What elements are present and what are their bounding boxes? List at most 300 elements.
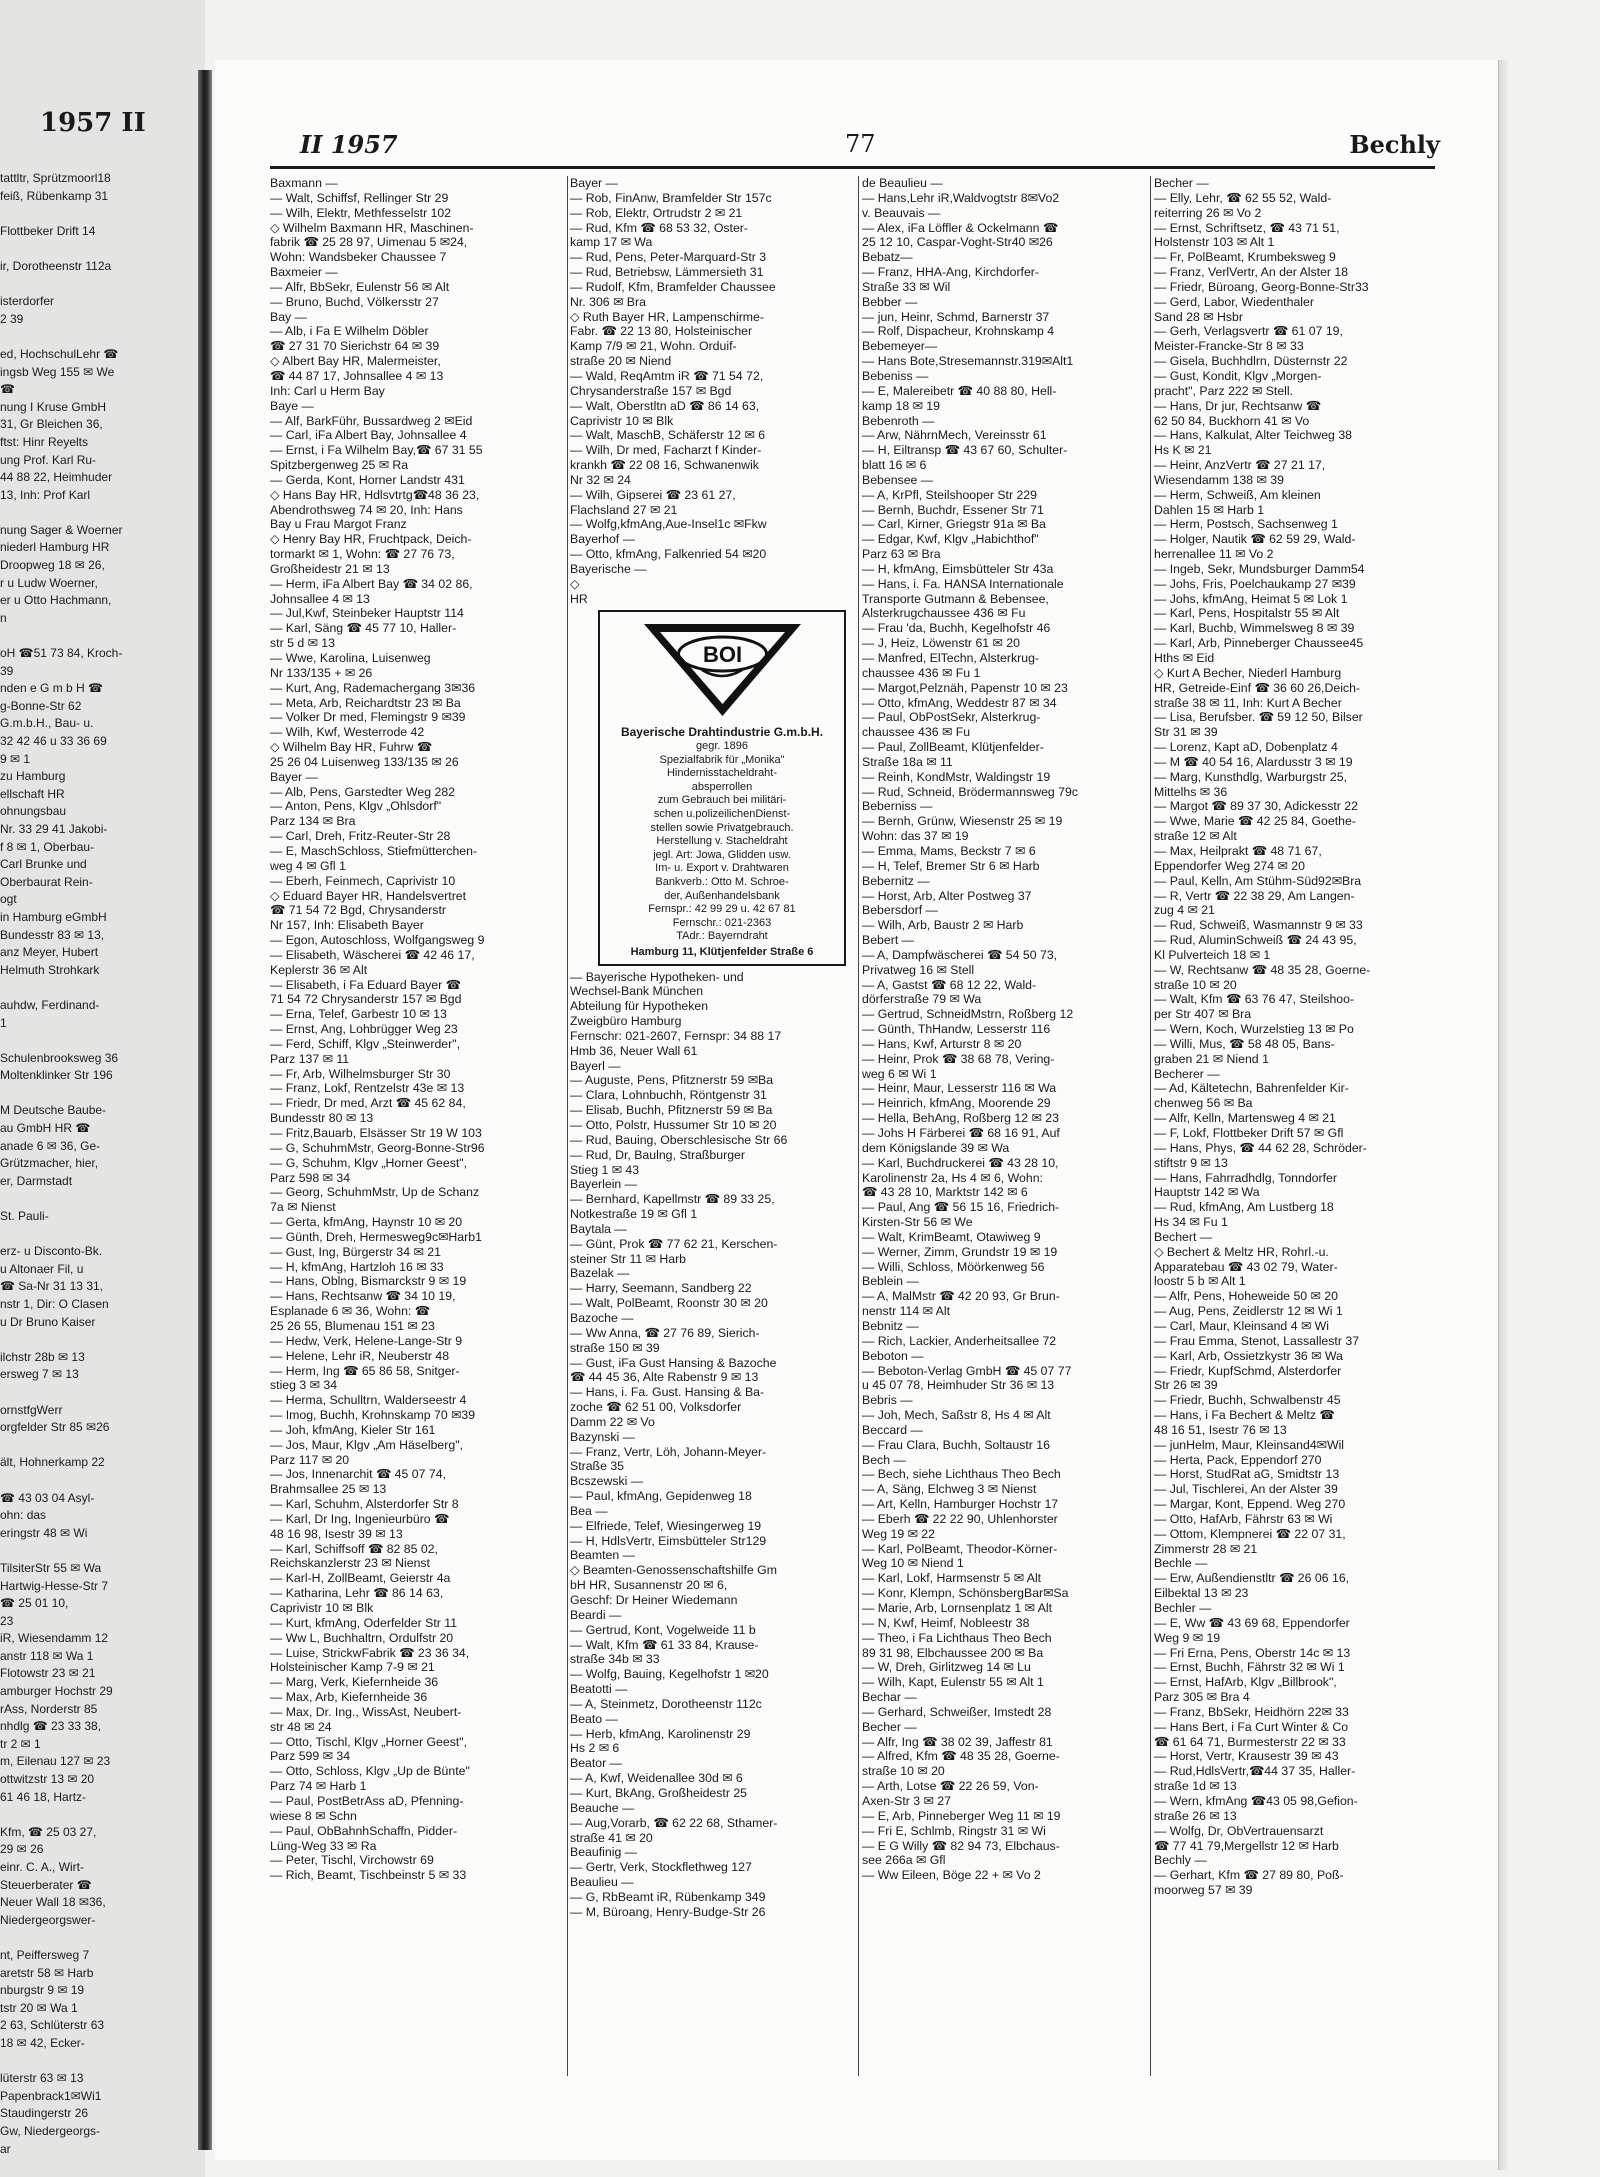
left-page-line: ☎ Sa-Nr 31 13 31, <box>0 1279 103 1294</box>
directory-entry-line: — Kurt, BkAng, Großheidestr 25 <box>570 1785 748 1800</box>
directory-entry-line: Nr 133/135 + ✉ 26 <box>270 665 373 680</box>
directory-entry-line: — Franz, Vertr, Löh, Johann-Meyer- <box>570 1444 767 1459</box>
directory-entry-line: — Bruno, Buchd, Völkersstr 27 <box>270 294 439 309</box>
directory-entry-line: — A, KrPfl, Steilshooper Str 229 <box>862 487 1037 502</box>
directory-entry-line: Bebber — <box>862 294 918 309</box>
directory-entry-line: — Alf, BarkFühr, Bussardweg 2 ✉Eid <box>270 413 473 428</box>
left-page-line: 18 ✉ 42, Ecker- <box>0 2035 85 2050</box>
left-page-line: nden e G m b H ☎ <box>0 681 103 696</box>
directory-entry-line: Str 26 ✉ 39 <box>1154 1378 1218 1393</box>
directory-entry-line: Alsterkrugchaussee 436 ✉ Fu <box>862 606 1026 621</box>
left-page-line: niederl Hamburg HR <box>0 540 110 555</box>
directory-entry-line: Bechar — <box>862 1690 917 1705</box>
directory-entry-line: Bebernitz — <box>862 873 930 888</box>
left-page-line <box>0 1190 200 1208</box>
directory-entry-line: — Otto, kfmAng, Falkenried 54 ✉20 <box>570 547 767 562</box>
left-page-line: 39 <box>0 663 14 678</box>
left-page-line: Grützmacher, hier, <box>0 1156 99 1171</box>
directory-entry-line: — Walt, PolBeamt, Roonstr 30 ✉ 20 <box>570 1296 768 1311</box>
directory-entry-line: — Wern, Koch, Wurzelstieg 13 ✉ Po <box>1154 1022 1354 1037</box>
left-page-line: 2 39 <box>0 311 24 326</box>
directory-entry-line: Beator — <box>570 1756 622 1771</box>
directory-entry-line: — Fri Erna, Pens, Oberstr 14c ✉ 13 <box>1154 1645 1351 1660</box>
directory-entry-line: — Wilh, Kwf, Westerrode 42 <box>270 725 425 740</box>
left-page-line: ornstfgWerr <box>0 1402 63 1417</box>
directory-entry-line: — Herma, Schulltrn, Walderseestr 4 <box>270 1393 467 1408</box>
left-page-line <box>0 1472 200 1490</box>
left-page-line: ☎ <box>0 382 15 397</box>
directory-entry-line: — E, Ww ☎ 43 69 68, Eppendorfer <box>1154 1615 1350 1630</box>
directory-entry-line: Wohn: Wandsbeker Chaussee 7 <box>270 250 447 265</box>
directory-entry-line: Reichskanzlerstr 23 ✉ Nienst <box>270 1556 430 1571</box>
directory-entry-line: Weg 19 ✉ 22 <box>862 1526 935 1541</box>
directory-entry-line: — Walt, KrimBeamt, Otawiweg 9 <box>862 1229 1041 1244</box>
directory-entry-line: — Heinrich, kfmAng, Moorende 29 <box>862 1096 1051 1111</box>
directory-entry-line: — Werner, Zimm, Grundstr 19 ✉ 19 <box>862 1244 1058 1259</box>
directory-entry-line: straße 20 ✉ Niend <box>570 354 672 369</box>
directory-entry-line: Bebert — <box>862 933 914 948</box>
left-page-line: nburgstr 9 ✉ 19 <box>0 1983 85 1998</box>
directory-entry-line: Baxmeier — <box>270 265 338 280</box>
directory-entry-line: straße 150 ✉ 39 <box>570 1340 660 1355</box>
left-page-line: nung Sager & Woerner <box>0 522 123 537</box>
directory-entry-line: — Wolfg, Dr, ObVertrauensarzt <box>1154 1823 1324 1838</box>
directory-entry-line: dörferstraße 79 ✉ Wa <box>862 992 982 1007</box>
advertisement-line: stellen sowie Privatgebrauch. <box>650 821 794 834</box>
directory-entry-line: — Eberh ☎ 22 22 90, Uhlenhorster <box>862 1511 1058 1526</box>
directory-entry-line: — Hedw, Verk, Helene-Lange-Str 9 <box>270 1333 463 1348</box>
left-page-line: 61 46 18, Hartz- <box>0 1789 87 1804</box>
directory-entry-line: — Hans Bote,Stresemannstr.319✉Alt1 <box>862 354 1074 369</box>
directory-entry-line: — Max, Heilprakt ☎ 48 71 67, <box>1154 843 1322 858</box>
directory-entry-line: — Ww L, Buchhaltrn, Ordulfstr 20 <box>270 1630 454 1645</box>
directory-entry-line: Flachsland 27 ✉ 21 <box>570 502 678 517</box>
directory-entry-line: — Karl, Dr Ing, Ingenieurbüro ☎ <box>270 1511 450 1526</box>
directory-entry-line: ◇ Albert Bay HR, Malermeister, <box>270 354 441 369</box>
left-page-line: 31, Gr Bleichen 36, <box>0 417 103 432</box>
directory-entry-line: — Ad, Kältetechn, Bahrenfelder Kir- <box>1154 1081 1349 1096</box>
left-page-line: aretstr 58 ✉ Harb <box>0 1965 94 1980</box>
directory-entry-line: weg 4 ✉ Gfl 1 <box>270 858 346 873</box>
directory-entry-line: — Holger, Nautik ☎ 62 59 29, Wald- <box>1154 532 1356 547</box>
left-page-line: ilchstr 28b ✉ 13 <box>0 1349 85 1364</box>
directory-entry-line: — Manfred, ElTechn, Alsterkrug- <box>862 651 1040 665</box>
directory-entry-line: Becher — <box>1154 176 1209 190</box>
directory-entry-line: — Clara, Lohnbuchh, Röntgenstr 31 <box>570 1088 767 1103</box>
directory-entry-line: Beatotti — <box>570 1682 628 1697</box>
directory-entry-line: graben 21 ✉ Niend 1 <box>1154 1051 1269 1066</box>
directory-entry-line: stiftstr 9 ✉ 13 <box>1154 1155 1228 1170</box>
directory-entry-line: — Heinr, Maur, Lesserstr 116 ✉ Wa <box>862 1081 1057 1096</box>
directory-entry-line: — Karl, Buchdruckerei ☎ 43 28 10, <box>862 1155 1059 1170</box>
left-page-line: St. Pauli- <box>0 1209 49 1224</box>
directory-entry-line: — E, Malereibetr ☎ 40 88 80, Hell- <box>862 383 1057 398</box>
directory-entry-line: ☎ 61 64 71, Burmesterstr 22 ✉ 33 <box>1154 1734 1346 1749</box>
left-page-line: anade 6 ✉ 36, Ge- <box>0 1138 101 1153</box>
advertisement-line: jegl. Art: Jowa, Glidden usw. <box>653 848 791 861</box>
directory-entry-line: kamp 18 ✉ 19 <box>862 398 940 413</box>
directory-entry-line: — N, Kwf, Heimf, Nobleestr 38 <box>862 1615 1030 1630</box>
directory-entry-line: Bayerische — <box>570 561 647 576</box>
directory-entry-line: — Meta, Arb, Reichardtstr 23 ✉ Ba <box>270 695 461 710</box>
directory-entry-line: krankh ☎ 22 08 16, Schwanenwik <box>570 458 759 473</box>
directory-entry-line: Transporte Gutmann & Bebensee, <box>862 591 1049 606</box>
advertisement-line: Fernschr.: 021-2363 <box>672 916 772 929</box>
left-page-line <box>0 1226 200 1244</box>
left-page-line: ed, HochschulLehr ☎ <box>0 346 119 361</box>
directory-entry-line: — Herta, Pack, Eppendorf 270 <box>1154 1452 1322 1467</box>
directory-entry-line: Straße 33 ✉ Wil <box>862 279 951 294</box>
column-divider <box>1150 176 1151 2076</box>
directory-entry-line: Lüng-Weg 33 ✉ Ra <box>270 1838 377 1853</box>
left-page-line <box>0 1929 200 1947</box>
directory-entry-line: Str 31 ✉ 39 <box>1154 725 1218 740</box>
directory-entry-line: — A, Dampfwäscherei ☎ 54 50 73, <box>862 947 1058 962</box>
directory-entry-line: — Elisabeth, Wäscherei ☎ 42 46 17, <box>270 947 475 962</box>
directory-entry-line: — Wilh, Gipserei ☎ 23 61 27, <box>570 487 736 502</box>
left-page-line: Carl Brunke und <box>0 857 87 872</box>
left-page-line: Kfm, ☎ 25 03 27, <box>0 1824 97 1839</box>
directory-entry-line: Fernschr: 021-2607, Fernspr: 34 88 17 <box>570 1028 782 1043</box>
directory-entry-line: — Hella, BehAng, Roßberg 12 ✉ 23 <box>862 1111 1059 1126</box>
directory-entry-line: — Ernst, Buchh, Fährstr 32 ✉ Wi 1 <box>1154 1660 1345 1675</box>
directory-entry-line: — Alfred, Kfm ☎ 48 35 28, Goerne- <box>862 1749 1060 1764</box>
directory-entry-line: blatt 16 ✉ 6 <box>862 458 927 473</box>
directory-entry-line: — Max, Arb, Kiefernheide 36 <box>270 1690 428 1705</box>
left-page-line: nhdlg ☎ 23 33 38, <box>0 1719 102 1734</box>
left-page-line <box>0 1384 200 1402</box>
directory-entry-line: — Franz, Lokf, Rentzelstr 43e ✉ 13 <box>270 1081 465 1096</box>
directory-entry-line: — Rud, AluminSchweiß ☎ 24 43 95, <box>1154 933 1357 948</box>
left-page-line <box>0 205 200 223</box>
directory-entry-line: str 5 d ✉ 13 <box>270 636 335 651</box>
directory-entry-line: Bechle — <box>1154 1556 1208 1571</box>
directory-entry-line: Privatweg 16 ✉ Stell <box>862 962 975 977</box>
directory-entry-line: Beardi — <box>570 1607 622 1622</box>
directory-entry-line: — Walt, MaschB, Schäferstr 12 ✉ 6 <box>570 428 766 443</box>
directory-entry-line: — A, Säng, Elchweg 3 ✉ Nienst <box>862 1482 1037 1497</box>
left-page-line: u Dr Bruno Kaiser <box>0 1314 96 1329</box>
directory-entry-line: Fabr. ☎ 22 13 80, Holsteinischer <box>570 324 753 339</box>
directory-entry-line: Spitzbergenweg 25 ✉ Ra <box>270 458 409 473</box>
directory-entry-line: — Friedr, Büroang, Georg-Bonne-Str33 <box>1154 279 1369 294</box>
advertisement-line: Bankverb.: Otto M. Schroe- <box>655 876 789 888</box>
directory-entry-line: herrenallee 11 ✉ Vo 2 <box>1154 547 1274 562</box>
directory-entry-line: Holstenstr 103 ✉ Alt 1 <box>1154 235 1275 250</box>
advertisement-line: Herstellung v. Stacheldraht <box>656 835 788 848</box>
directory-entry-line: str 48 ✉ 24 <box>270 1719 332 1734</box>
directory-entry-line: Straße 18a ✉ 11 <box>862 754 953 769</box>
directory-entry-line: ◇ Bechert & Meltz HR, Rohrl.-u. <box>1154 1244 1329 1259</box>
directory-entry-line: — Franz, BbSekr, Heidhörn 22✉ 33 <box>1154 1704 1349 1719</box>
left-page-line: f 8 ✉ 1, Oberbau- <box>0 839 95 854</box>
directory-entry-line: — Johs, Fris, Poelchaukamp 27 ✉39 <box>1154 576 1356 591</box>
directory-entry-line: Apparatebau ☎ 43 02 79, Water- <box>1154 1259 1338 1274</box>
logo-text: BOI <box>702 642 742 668</box>
directory-entry-line: Kamp 7/9 ✉ 21, Wohn. Orduif- <box>570 339 737 354</box>
directory-entry-line: straße 26 ✉ 13 <box>1154 1808 1237 1823</box>
left-page-line <box>0 1032 200 1050</box>
directory-entry-line: — Wilh, Elektr, Methfesselstr 102 <box>270 205 452 220</box>
directory-entry-line: — Margot ☎ 89 37 30, Adickesstr 22 <box>1154 799 1358 814</box>
directory-entry-line: Beato — <box>570 1711 618 1726</box>
directory-entry-line: — Luise, StrickwFabrik ☎ 23 36 34, <box>270 1645 470 1660</box>
directory-entry-line: — Fr, Arb, Wilhelmsburger Str 30 <box>270 1066 451 1081</box>
directory-entry-line: — Margot,Pelznäh, Papenstr 10 ✉ 23 <box>862 680 1068 695</box>
directory-entry-line: ◇ Beamten-Genossenschaftshilfe Gm <box>570 1563 777 1578</box>
directory-entry-line: Bebnitz — <box>862 1318 919 1333</box>
advertisement-company: Bayerische Drahtindustrie G.m.b.H. <box>620 725 824 740</box>
page-edge <box>1498 60 1511 2170</box>
directory-entry-line: tormarkt ✉ 1, Wohn: ☎ 27 76 73, <box>270 547 455 562</box>
advertisement-line: Fernspr.: 42 99 29 u. 42 67 81 <box>648 903 796 916</box>
directory-entry-line: — Carl, Dreh, Fritz-Reuter-Str 28 <box>270 829 451 844</box>
directory-entry-line: Hths ✉ Eid <box>1154 651 1215 665</box>
directory-entry-line: — Walt, Schiffsf, Rellinger Str 29 <box>270 190 449 205</box>
directory-entry-line: Axen-Str 3 ✉ 27 <box>862 1793 951 1808</box>
left-page-line: tr 2 ✉ 1 <box>0 1736 41 1751</box>
left-page-line: Flottbeker Drift 14 <box>0 223 96 238</box>
directory-entry-line: Nr 32 ✉ 24 <box>570 472 631 487</box>
left-page-line <box>0 1437 200 1455</box>
directory-entry-line: — Paul, Kelln, Am Stühm-Süd92✉Bra <box>1154 873 1362 888</box>
directory-entry-line: ◇ Kurt A Becher, Niederl Hamburg <box>1154 665 1342 680</box>
directory-entry-line: steiner Str 11 ✉ Harb <box>570 1251 687 1266</box>
directory-entry-line: — Paul, PostBetrAss aD, Pfenning- <box>270 1793 464 1808</box>
directory-entry-line: kamp 17 ✉ Wa <box>570 235 653 250</box>
left-page-line: ält, Hohnerkamp 22 <box>0 1455 105 1470</box>
directory-entry-line: Bebensee — <box>862 472 934 487</box>
directory-entry-line: — Ernst, Ang, Lohbrügger Weg 23 <box>270 1022 458 1037</box>
directory-entry-line: — Jul, Tischlerei, An der Alster 39 <box>1154 1482 1338 1497</box>
directory-entry-line: — Friedr, Dr med, Arzt ☎ 45 62 84, <box>270 1096 466 1111</box>
directory-entry-line: ◇ Wilhelm Baxmann HR, Maschinen- <box>270 220 474 235</box>
directory-entry-line: dem Königslande 39 ✉ Wa <box>862 1140 1010 1155</box>
directory-entry-line: Nr 157, Inh: Elisabeth Bayer <box>270 918 424 933</box>
directory-entry-line: — Frau Clara, Buchh, Soltaustr 16 <box>862 1437 1050 1452</box>
left-page-line: amburger Hochstr 29 <box>0 1684 113 1699</box>
directory-entry-line: — Günth, ThHandw, Lesserstr 116 <box>862 1022 1051 1037</box>
directory-entry-line: — H, kfmAng, Eimsbütteler Str 43a <box>862 561 1054 576</box>
directory-entry-line: zoche ☎ 62 51 00, Volksdorfer <box>570 1400 742 1415</box>
directory-entry-line: Bebris — <box>862 1393 913 1408</box>
directory-entry-line: — Carl, iFa Albert Bay, Johnsallee 4 <box>270 428 467 443</box>
directory-entry-line: — Rud,HdlsVertr,☎44 37 35, Haller- <box>1154 1764 1356 1779</box>
directory-entry-line: Parz 74 ✉ Harb 1 <box>270 1779 367 1794</box>
directory-entry-line: — Wilh, Kapt, Eulenstr 55 ✉ Alt 1 <box>862 1675 1044 1690</box>
directory-entry-line: — Karl, Lokf, Harmsenstr 5 ✉ Alt <box>862 1571 1042 1586</box>
left-page-line: ogt <box>0 892 17 907</box>
directory-entry-line: — Paul, ZollBeamt, Klütjenfelder- <box>862 740 1044 755</box>
directory-entry-line: Beauche — <box>570 1800 635 1815</box>
directory-entry-line: Beberniss — <box>862 799 933 814</box>
directory-entry-line: — Willi, Schloss, Möörkenweg 56 <box>862 1259 1045 1274</box>
directory-entry-line: 71 54 72 Chrysanderstr 157 ✉ Bgd <box>270 992 462 1007</box>
directory-entry-line: — Rudolf, Kfm, Bramfelder Chaussee <box>570 279 776 294</box>
directory-entry-line: — Art, Kelln, Hamburger Hochstr 17 <box>862 1497 1059 1512</box>
directory-entry-line: straße 41 ✉ 20 <box>570 1830 653 1845</box>
left-page-line: 29 ✉ 26 <box>0 1842 44 1857</box>
directory-entry-line: — Fri E, Schlmb, Ringstr 31 ✉ Wi <box>862 1823 1046 1838</box>
directory-entry-line: ☎ 44 45 36, Alte Rabenstr 9 ✉ 13 <box>570 1370 759 1385</box>
column-divider <box>858 176 859 2076</box>
directory-entry-line: ◇ Henry Bay HR, Fruchtpack, Deich- <box>270 532 472 547</box>
directory-entry-line: HR <box>570 591 588 606</box>
directory-column-4 <box>1154 176 1444 1898</box>
directory-entry-line: Parz 598 ✉ 34 <box>270 1170 351 1185</box>
directory-entry-line: — Jos, Innenarchit ☎ 45 07 74, <box>270 1467 446 1482</box>
directory-entry-line: chaussee 436 ✉ Fu 1 <box>862 665 981 680</box>
directory-entry-line: zug 4 ✉ 21 <box>1154 903 1215 918</box>
directory-entry-line: Mittelhs ✉ 36 <box>1154 784 1228 799</box>
directory-entry-line: straße 10 ✉ 20 <box>862 1764 945 1779</box>
left-page-line: M Deutsche Baube- <box>0 1103 107 1118</box>
directory-entry-line: — Otto, Schloss, Klgv „Up de Bünte" <box>270 1764 470 1779</box>
directory-entry-line: — Fr, PolBeamt, Krumbeksweg 9 <box>1154 250 1336 265</box>
directory-entry-line: Johnsallee 4 ✉ 13 <box>270 591 370 606</box>
directory-entry-line: Hs 2 ✉ 6 <box>570 1741 620 1756</box>
left-page-line: m, Eilenau 127 ✉ 23 <box>0 1754 111 1769</box>
directory-entry-line: Zweigbüro Hamburg <box>570 1014 682 1029</box>
directory-entry-line: Bebersdorf — <box>862 903 938 918</box>
directory-entry-line: Meister-Francke-Str 8 ✉ 33 <box>1154 339 1304 354</box>
directory-entry-line: — Alb, Pens, Garstedter Weg 282 <box>270 784 456 799</box>
directory-entry-line: — Friedr, Buchh, Schwalbenstr 45 <box>1154 1393 1341 1408</box>
left-page-line: anstr 118 ✉ Wa 1 <box>0 1648 94 1663</box>
directory-entry-line: ◇ Hans Bay HR, Hdlsvtrtg☎48 36 23, <box>270 487 480 502</box>
directory-entry-line: — Kurt, Ang, Rademachergang 3✉36 <box>270 680 476 695</box>
directory-entry-line: Bazelak — <box>570 1266 630 1281</box>
directory-entry-line: Nr. 306 ✉ Bra <box>570 294 646 309</box>
directory-entry-line: ☎ 44 87 17, Johnsallee 4 ✉ 13 <box>270 368 444 383</box>
directory-entry-line: straße 10 ✉ 20 <box>1154 977 1237 992</box>
directory-entry-line: Beboton — <box>862 1348 924 1363</box>
directory-entry-line: — Joh, Mech, Saßstr 8, Hs 4 ✉ Alt <box>862 1408 1051 1423</box>
left-page-line: tattltr, Sprützmoorl18 <box>0 171 111 185</box>
directory-entry-line: pracht", Parz 222 ✉ Stell. <box>1154 383 1294 398</box>
directory-entry-line: Beamten — <box>570 1548 635 1563</box>
directory-entry-line: Bayer — <box>570 176 618 190</box>
left-page-line: Gw, Niedergeorgs- <box>0 2123 101 2138</box>
directory-entry-line: — Herb, kfmAng, Karolinenstr 29 <box>570 1726 751 1741</box>
left-page-line: Staudingerstr 26 <box>0 2106 89 2121</box>
directory-entry-line: Becherer — <box>1154 1066 1220 1081</box>
directory-entry-line: — Auguste, Pens, Pfitznerstr 59 ✉Ba <box>570 1073 774 1088</box>
header-guide-word: Bechly <box>1349 130 1440 159</box>
directory-entry-line: — Peter, Tischl, Virchowstr 69 <box>270 1853 434 1868</box>
directory-entry-line: Bechert — <box>1154 1229 1213 1244</box>
directory-entry-line: — Rud, Kfm ☎ 68 53 32, Oster- <box>570 220 748 235</box>
left-page-line <box>0 504 200 522</box>
directory-entry-line: 48 16 51, Isestr 76 ✉ 13 <box>1154 1422 1287 1437</box>
directory-entry-line: — Wald, ReqAmtm iR ☎ 71 54 72, <box>570 368 764 383</box>
directory-entry-line: Weg 10 ✉ Niend 1 <box>862 1556 964 1571</box>
directory-entry-line: — Elisabeth, i Fa Eduard Bayer ☎ <box>270 977 461 992</box>
directory-entry-line: reiterring 26 ✉ Vo 2 <box>1154 205 1262 220</box>
directory-entry-line: Hmb 36, Neuer Wall 61 <box>570 1043 698 1058</box>
directory-entry-line: Bebemeyer— <box>862 339 938 354</box>
directory-entry-line: — Alfr, Pens, Hoheweide 50 ✉ 20 <box>1154 1289 1338 1304</box>
left-page-line: tstr 20 ✉ Wa 1 <box>0 2000 78 2015</box>
directory-entry-line: — A, Steinmetz, Dorotheenstr 112c <box>570 1696 762 1711</box>
directory-entry-line: Bebeniss — <box>862 368 929 383</box>
directory-entry-line: straße 1d ✉ 13 <box>1154 1779 1237 1794</box>
directory-entry-line: — Elfriede, Telef, Wiesingerweg 19 <box>570 1518 762 1533</box>
directory-entry-line: — Johs H Färberei ☎ 68 16 91, Auf <box>862 1126 1060 1140</box>
directory-entry-line: — Ernst, i Fa Wilhelm Bay,☎ 67 31 55 <box>270 443 483 458</box>
directory-entry-line: — A, Kwf, Weidenallee 30d ✉ 6 <box>570 1771 743 1786</box>
left-page-line: Oberbaurat Rein- <box>0 874 93 889</box>
directory-entry-line: — Eberh, Feinmech, Caprivistr 10 <box>270 873 456 888</box>
left-page-line: er u Otto Hachmann, <box>0 593 112 608</box>
directory-entry-line: Zimmerstr 28 ✉ 21 <box>1154 1541 1258 1556</box>
left-page-line: ung Prof. Karl Ru- <box>0 452 97 467</box>
directory-entry-line: Brahmsallee 25 ✉ 13 <box>270 1482 387 1497</box>
left-page-line: 23 <box>0 1613 14 1628</box>
directory-entry-line: — Carl, Kirner, Griegstr 91a ✉ Ba <box>862 517 1046 532</box>
advertisement-line: schen u.polizeilichenDienst- <box>653 808 791 821</box>
directory-entry-line: — Rob, FinAnw, Bramfelder Str 157c <box>570 190 772 205</box>
directory-entry-line: — Hans, Fahrradhdlg, Tonndorfer <box>1154 1170 1337 1185</box>
left-page-line: ☎ 43 03 04 Asyl- <box>0 1490 95 1505</box>
directory-entry-line: Parz 305 ✉ Bra 4 <box>1154 1690 1250 1705</box>
left-page-line: erz- u Disconto-Bk. <box>0 1244 103 1259</box>
advertisement-line: Hindernisstacheldraht- <box>666 767 778 780</box>
directory-entry-line: Bebatz— <box>862 250 913 265</box>
directory-entry-line: — Herm, Schweiß, Am kleinen <box>1154 487 1321 502</box>
directory-entry-line: 25 26 55, Blumenau 151 ✉ 23 <box>270 1318 435 1333</box>
directory-entry-line: chenweg 56 ✉ Ba <box>1154 1096 1253 1111</box>
directory-entry-line: — Rud, Bauing, Oberschlesische Str 66 <box>570 1132 788 1147</box>
directory-entry-line: Hauptstr 142 ✉ Wa <box>1154 1185 1260 1200</box>
directory-entry-line: Straße 35 <box>570 1459 624 1474</box>
directory-entry-line: — Aug, Pens, Zeidlerstr 12 ✉ Wi 1 <box>1154 1304 1343 1319</box>
directory-entry-line: Inh: Carl u Herm Bay <box>270 383 385 398</box>
directory-entry-line: — Edgar, Kwf, Klgv „Habichthof" <box>862 532 1039 547</box>
directory-entry-line: Bazoche — <box>570 1310 634 1325</box>
directory-entry-line: — J, Heiz, Löwenstr 61 ✉ 20 <box>862 636 1020 651</box>
directory-entry-line: — Margar, Kont, Eppend. Weg 270 <box>1154 1497 1346 1512</box>
directory-entry-line: Beaulieu — <box>570 1875 634 1890</box>
left-page-line: lüterstr 63 ✉ 13 <box>0 2071 84 2086</box>
directory-entry-line: Notkestraße 19 ✉ Gfl 1 <box>570 1207 698 1222</box>
directory-entry-line: Holsteinischer Kamp 7-9 ✉ 21 <box>270 1660 435 1675</box>
left-page-header: 1957 II <box>40 108 146 138</box>
directory-entry-line: Geschf: Dr Heiner Wiedemann <box>570 1593 738 1607</box>
directory-entry-line: — E G Willy ☎ 82 94 73, Elbchaus- <box>862 1838 1060 1853</box>
left-page-line: 9 ✉ 1 <box>0 751 31 766</box>
directory-entry-line: — Elisab, Buchh, Pfitznerstr 59 ✉ Ba <box>570 1103 773 1118</box>
left-page-line: ☎ 25 01 10, <box>0 1596 69 1611</box>
directory-entry-line: — Emma, Mams, Beckstr 7 ✉ 6 <box>862 843 1036 858</box>
directory-entry-line: — Jul,Kwf, Steinbeker Hauptstr 114 <box>270 606 464 621</box>
directory-entry-line: ◇ Ruth Bayer HR, Lampenschirme- <box>570 309 764 324</box>
directory-entry-line: ◇ Eduard Bayer HR, Handelsvertret <box>270 888 467 903</box>
directory-entry-line: — junHelm, Maur, Kleinsand4✉Wil <box>1154 1437 1345 1452</box>
advertisement-line: absperrollen <box>691 780 753 793</box>
directory-entry-line: — Horst, Vertr, Krausestr 39 ✉ 43 <box>1154 1749 1339 1764</box>
directory-entry-line: — Willi, Mus, ☎ 58 48 05, Bans- <box>1154 1036 1335 1051</box>
directory-entry-line: — G, RbBeamt iR, Rübenkamp 349 <box>570 1889 766 1904</box>
advertisement-line: Im- u. Export v. Drahtwaren <box>655 862 789 875</box>
directory-entry-line: — Bernh, Grünw, Wiesenstr 25 ✉ 19 <box>862 814 1063 829</box>
left-page-line: oH ☎51 73 84, Kroch- <box>0 646 123 661</box>
left-page-line: 44 88 22, Heimhuder <box>0 470 113 485</box>
directory-entry-line: — Max, Dr. Ing., WissAst, Neubert- <box>270 1704 462 1719</box>
directory-entry-line: Bayerhof — <box>570 532 635 547</box>
directory-entry-line: 25 12 10, Caspar-Voght-Str40 ✉26 <box>862 235 1053 250</box>
left-page-text <box>0 170 200 2158</box>
